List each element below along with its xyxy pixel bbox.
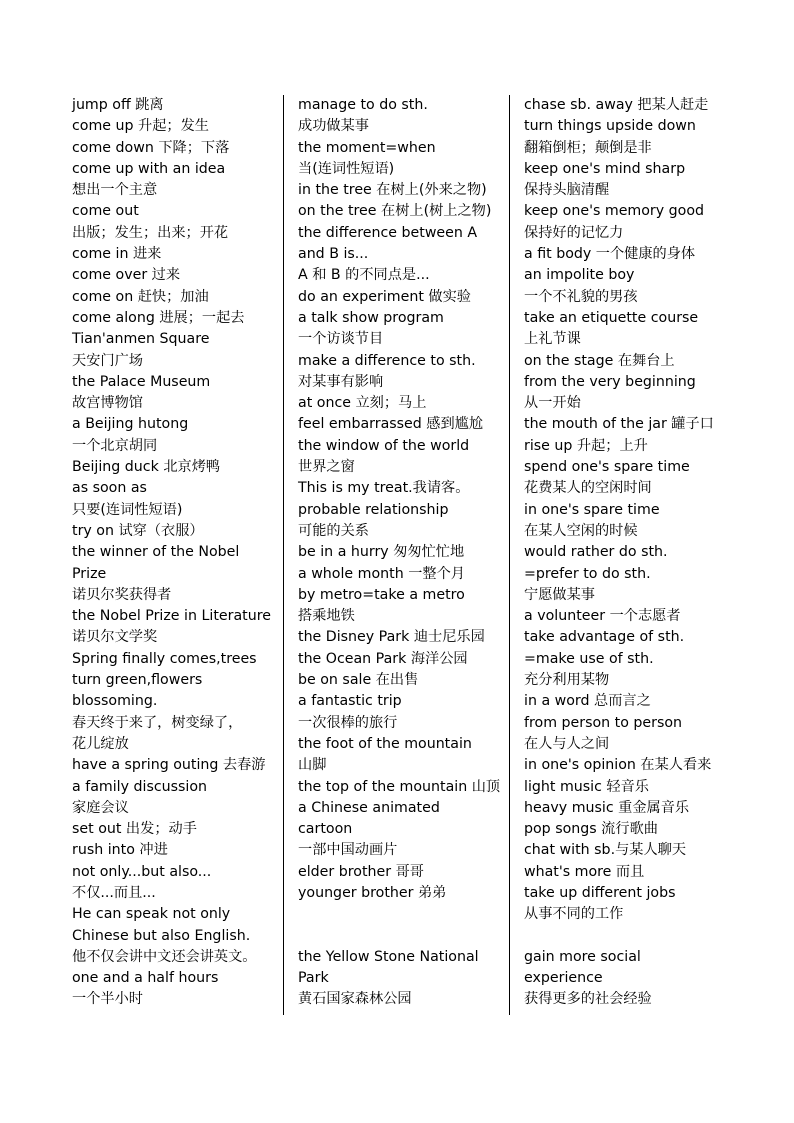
vocab-line: 从事不同的工作 <box>524 906 624 923</box>
vocab-line: 天安门广场 <box>72 352 143 369</box>
vocab-line: be in a hurry 匆匆忙忙地 <box>298 544 465 561</box>
vocab-line: not only...but also... <box>72 863 212 880</box>
vocab-line: the top of the mountain 山顶 <box>298 778 501 795</box>
vocab-line: 诺贝尔文学奖 <box>72 629 158 646</box>
vocab-line: chase sb. away 把某人赶走 <box>524 97 709 113</box>
vocab-line: 诺贝尔奖获得者 <box>72 586 172 603</box>
vocab-line: jump off 跳离 <box>72 97 164 113</box>
vocab-line: 在人与人之间 <box>524 735 610 752</box>
vocab-line: from person to person <box>524 714 683 731</box>
vocab-line: do an experiment 做实验 <box>298 288 471 305</box>
vocab-line: light music 轻音乐 <box>524 778 649 795</box>
vocab-line: come in 进来 <box>72 246 162 263</box>
vocab-line: cartoon <box>298 821 353 838</box>
vocab-line: come along 进展；一起去 <box>72 309 245 326</box>
vocab-line: 获得更多的社会经验 <box>524 991 652 1008</box>
vocab-line: elder brother 哥哥 <box>298 863 424 880</box>
vocab-line: rise up 升起；上升 <box>524 437 648 454</box>
vocab-line: take advantage of sth. <box>524 629 685 646</box>
vocab-line: gain more social <box>524 948 641 965</box>
vocab-line: A 和 B 的不同点是... <box>298 267 430 284</box>
vocab-line: on the tree 在树上(树上之物) <box>298 203 492 220</box>
vocab-column-2 <box>298 95 510 1015</box>
vocab-line: a family discussion <box>72 778 208 795</box>
vocab-line: heavy music 重金属音乐 <box>524 799 690 816</box>
vocab-line: take up different jobs <box>524 884 676 901</box>
vocab-line: blossoming. <box>72 693 158 710</box>
column-separator-2 <box>509 95 510 1015</box>
vocab-line: 出版；发生；出来；开花 <box>72 224 229 241</box>
vocab-line: 只要(连词性短语) <box>72 501 183 518</box>
vocab-line: by metro=take a metro <box>298 586 465 603</box>
vocab-line: Spring finally comes,trees <box>72 650 257 667</box>
vocab-line: would rather do sth. <box>524 544 668 561</box>
vocabulary-page <box>62 95 742 1015</box>
vocab-line: a talk show program <box>298 309 444 326</box>
vocab-line: take an etiquette course <box>524 309 699 326</box>
vocab-line: 春天终于来了，树变绿了， <box>72 714 243 731</box>
vocab-line: try on 试穿（衣服） <box>72 522 204 539</box>
vocab-line <box>298 926 510 947</box>
vocab-line: 保持好的记忆力 <box>524 224 624 241</box>
vocab-line: 山脚 <box>298 757 327 774</box>
vocab-line: 他不仅会讲中文还会讲英文。 <box>72 948 257 965</box>
vocab-line: spend one's spare time <box>524 459 690 476</box>
vocab-line: what's more 而且 <box>524 863 645 880</box>
vocab-line: come down 下降；下落 <box>72 139 230 156</box>
vocab-line: come on 赶快；加油 <box>72 288 209 305</box>
vocab-line: and B is... <box>298 246 369 263</box>
vocab-line: the winner of the Nobel <box>72 544 240 561</box>
vocab-line: in the tree 在树上(外来之物) <box>298 182 487 199</box>
vocab-line: Prize <box>72 565 107 582</box>
vocab-line: 充分利用某物 <box>524 672 610 689</box>
vocab-line: 成功做某事 <box>298 118 369 135</box>
vocab-line: at once 立刻；马上 <box>298 395 427 412</box>
vocab-line: the Disney Park 迪士尼乐园 <box>298 629 485 646</box>
vocab-line: the moment=when <box>298 139 436 156</box>
vocab-line: 花儿绽放 <box>72 735 129 752</box>
vocab-line <box>524 926 736 947</box>
vocab-line: an impolite boy <box>524 267 635 284</box>
vocab-line: 一部中国动画片 <box>298 842 398 859</box>
vocab-line: 一个不礼貌的男孩 <box>524 288 638 305</box>
vocab-line: come over 过来 <box>72 267 181 284</box>
vocab-line: come up 升起；发生 <box>72 118 209 135</box>
vocab-line: experience <box>524 970 603 987</box>
vocab-line: 宁愿做某事 <box>524 586 595 603</box>
vocab-line: He can speak not only <box>72 906 231 923</box>
vocab-line: keep one's mind sharp <box>524 160 686 177</box>
vocab-line <box>298 904 510 925</box>
vocab-line: a Chinese animated <box>298 799 440 816</box>
vocab-line: feel embarrassed 感到尴尬 <box>298 416 484 433</box>
vocab-line: come out <box>72 203 139 220</box>
vocab-line: 上礼节课 <box>524 331 581 348</box>
vocab-line: the window of the world <box>298 437 470 454</box>
vocab-line: one and a half hours <box>72 970 219 987</box>
vocab-line: a Beijing hutong <box>72 416 189 433</box>
vocab-line: pop songs 流行歌曲 <box>524 821 658 838</box>
vocab-line: the Ocean Park 海洋公园 <box>298 650 468 667</box>
vocab-line: 家庭会议 <box>72 799 129 816</box>
vocab-line: 当(连词性短语) <box>298 160 395 177</box>
vocab-line: in one's spare time <box>524 501 660 518</box>
vocab-line: come up with an idea <box>72 160 226 177</box>
vocab-line: the foot of the mountain <box>298 735 472 752</box>
vocab-line: 对某事有影响 <box>298 373 384 390</box>
vocab-line: the Yellow Stone National <box>298 948 479 965</box>
vocab-line: 故宫博物馆 <box>72 395 143 412</box>
vocab-line: the difference between A <box>298 224 478 241</box>
vocab-line: =make use of sth. <box>524 650 654 667</box>
vocab-column-1 <box>72 95 282 1015</box>
vocab-line: on the stage 在舞台上 <box>524 352 675 369</box>
vocab-line: manage to do sth. <box>298 97 428 113</box>
vocab-line: have a spring outing 去春游 <box>72 757 266 774</box>
vocab-line: probable relationship <box>298 501 449 518</box>
vocab-line: Park <box>298 970 329 987</box>
vocab-line: make a difference to sth. <box>298 352 476 369</box>
vocab-line: 保持头脑清醒 <box>524 182 610 199</box>
vocab-line: 一个半小时 <box>72 991 143 1008</box>
vocab-line: turn things upside down <box>524 118 696 135</box>
vocab-line: the Nobel Prize in Literature <box>72 608 271 625</box>
vocab-line: younger brother 弟弟 <box>298 884 447 901</box>
vocab-line: be on sale 在出售 <box>298 672 419 689</box>
vocab-line: as soon as <box>72 480 147 497</box>
vocab-line: 花费某人的空闲时间 <box>524 480 652 497</box>
vocab-line: keep one's memory good <box>524 203 705 220</box>
vocab-line: in one's opinion 在某人看来 <box>524 757 712 774</box>
vocab-line: 不仅...而且... <box>72 884 156 901</box>
vocab-line: from the very beginning <box>524 373 696 390</box>
vocab-line: Tian'anmen Square <box>72 331 210 348</box>
vocab-line: a whole month 一整个月 <box>298 565 465 582</box>
vocab-line: a volunteer 一个志愿者 <box>524 608 681 625</box>
vocab-line: the mouth of the jar 罐子口 <box>524 416 714 433</box>
vocab-line: 一个北京胡同 <box>72 437 158 454</box>
vocab-line: 一个访谈节目 <box>298 331 384 348</box>
vocab-line: 黄石国家森林公园 <box>298 991 412 1008</box>
vocab-line: the Palace Museum <box>72 373 211 390</box>
vocab-line: 想出一个主意 <box>72 182 158 199</box>
vocab-column-3 <box>524 95 736 1015</box>
vocab-line: Beijing duck 北京烤鸭 <box>72 459 221 476</box>
vocab-line: chat with sb.与某人聊天 <box>524 842 687 859</box>
vocab-line: 在某人空闲的时候 <box>524 522 638 539</box>
vocab-line: in a word 总而言之 <box>524 693 651 710</box>
vocab-line: 搭乘地铁 <box>298 608 355 625</box>
vocab-line: 世界之窗 <box>298 459 355 476</box>
vocab-line: =prefer to do sth. <box>524 565 651 582</box>
column-separator-1 <box>283 95 284 1015</box>
vocab-line: a fantastic trip <box>298 693 402 710</box>
vocab-line: set out 出发；动手 <box>72 821 197 838</box>
vocab-line: This is my treat.我请客。 <box>298 480 470 497</box>
vocab-line: a fit body 一个健康的身体 <box>524 246 696 263</box>
vocab-line: 翻箱倒柜；颠倒是非 <box>524 139 652 156</box>
vocab-line: rush into 冲进 <box>72 842 168 859</box>
vocab-line: 可能的关系 <box>298 522 369 539</box>
vocab-line: 一次很棒的旅行 <box>298 714 398 731</box>
vocab-line: 从一开始 <box>524 395 581 412</box>
vocab-line: Chinese but also English. <box>72 927 251 944</box>
vocab-line: turn green,flowers <box>72 672 203 689</box>
